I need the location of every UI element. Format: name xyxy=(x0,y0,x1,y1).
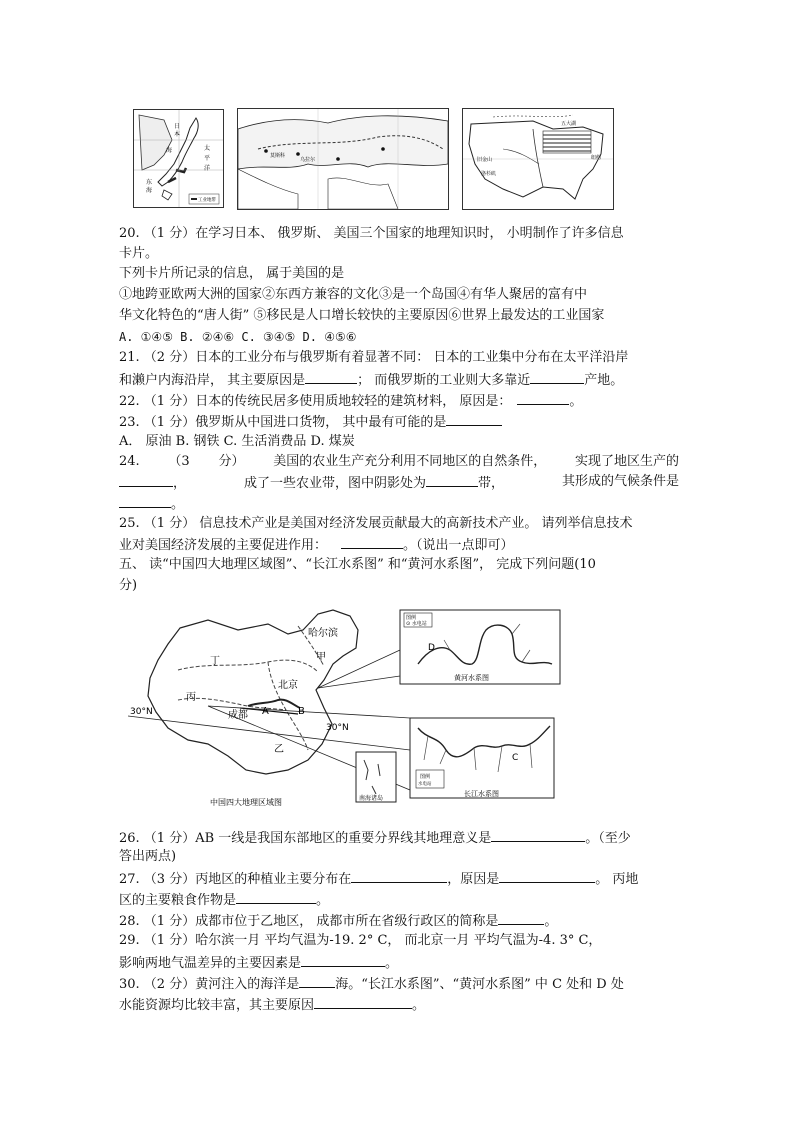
caption-yangtze: 长江水系图 xyxy=(464,790,499,798)
q22: 22. （1 分）日本的传统民居多使用质地较轻的建筑材料， 原因是： 。 xyxy=(119,390,679,412)
label-chengdu: 成都 xyxy=(228,710,248,721)
q25-line1: 25. （1 分） 信息技术产业是美国对经济发展贡献最大的高新技术产业。 请列举信息技术 xyxy=(119,516,633,531)
japan-map xyxy=(133,109,224,208)
yellow-legend-1: 图例 xyxy=(406,615,417,621)
q30-line2: 水能资源均比较丰富，其主要原因 。 xyxy=(119,994,679,1016)
q25-line2: 业对美国经济发展的主要促进作用： 。（说出一点即可） xyxy=(119,534,679,556)
q23-options: A． 原油 B. 钢铁 C. 生活消费品 D. 煤炭 xyxy=(119,434,355,449)
japan-label-ben: 本 xyxy=(174,131,181,138)
q27-line1: 27. （3 分）丙地区的种植业主要分布在 ，原因是 。 丙地 xyxy=(119,868,679,890)
q27-blank-2[interactable] xyxy=(499,868,595,883)
q30-blank-1[interactable] xyxy=(299,973,335,988)
japan-label-tai: 太 xyxy=(204,145,211,152)
q20-line2: 卡片。 xyxy=(119,246,159,261)
label-a: A xyxy=(262,706,269,717)
q20-line1: 20. （1 分）在学习日本、 俄罗斯、 美国三个国家的地理知识时， 小明制作了许多信息 xyxy=(119,226,624,241)
usa-label-la: 洛杉矶 xyxy=(481,171,497,177)
japan-legend: 工业地带 xyxy=(198,198,216,203)
q30-line1: 30. （2 分）黄河注入的海洋是 海。“长江水系图”、“黄河水系图” 中 C 处和 D 处 xyxy=(119,973,679,995)
q24-line1: 24. （3 分） 美国的农业生产充分利用不同地区的自然条件， 实现了地区生产的 xyxy=(119,454,679,469)
china-maps-figure xyxy=(128,600,568,810)
usa-label-ny: 纽约 xyxy=(591,155,602,161)
q22-blank[interactable] xyxy=(517,390,569,405)
q24-line3: 。 xyxy=(119,493,679,515)
q24-blank-1[interactable] xyxy=(119,472,173,487)
label-30n-left: 30°N xyxy=(130,707,153,717)
label-jia: 甲 xyxy=(316,652,326,663)
q24-blank-2[interactable] xyxy=(426,472,478,487)
section5-line2: 分) xyxy=(119,578,138,593)
section5-line1: 五、 读“中国四大地理区域图”、“长江水系图” 和“黄河水系图”， 完成下列问题(10 xyxy=(119,557,596,572)
usa-label-sf: 旧金山 xyxy=(477,157,493,163)
q27-line2: 区的主要粮食作物是 。 xyxy=(119,889,679,911)
q23: 23. （1 分）俄罗斯从中国进口货物， 其中最有可能的是 xyxy=(119,411,679,433)
yangtze-legend-1: 图例 xyxy=(420,774,431,780)
q24-blank-3[interactable] xyxy=(119,493,171,508)
japan-label-yang: 洋 xyxy=(204,165,211,172)
q21-blank-1[interactable] xyxy=(305,369,357,384)
label-yi: 乙 xyxy=(274,744,284,755)
q24-line2: ， 成了一些农业带，图中阴影处为 带， 其形成的气候条件是 xyxy=(119,472,679,494)
japan-label-ri: 日 xyxy=(174,123,181,130)
russia-map xyxy=(237,108,449,210)
russia-label-moscow: 莫斯科 xyxy=(270,153,286,159)
q20-options: A. ①④⑤ B. ②④⑥ C. ③④⑤ D. ④⑤⑥ xyxy=(119,330,357,344)
q30-blank-2[interactable] xyxy=(314,994,412,1009)
label-d: D xyxy=(428,643,435,653)
label-30n-right: 30°N xyxy=(326,723,349,733)
q29-line2: 影响两地气温差异的主要因素是 。 xyxy=(119,952,679,974)
yellow-legend-2: ⊙ 水电站 xyxy=(406,621,427,627)
q20-line5: 华文化特色的“唐人街” ⑤移民是人口增长较快的主要原因⑥世界上最发达的工业国家 xyxy=(119,308,605,323)
yangtze-legend-2: 水电站 xyxy=(418,782,432,787)
china-maps-drawing xyxy=(128,600,568,810)
q29-line1: 29. （1 分）哈尔滨一月 平均气温为-19. 2° C， 而北京一月 平均气温为-4. 3° C， xyxy=(119,933,602,948)
q25-blank[interactable] xyxy=(341,534,403,549)
q26-blank[interactable] xyxy=(491,827,585,842)
q21-line1: 21. （2 分）日本的工业分布与俄罗斯有着显著不同： 日本的工业集中分布在太平洋沿岸 xyxy=(119,350,629,365)
q29-blank[interactable] xyxy=(301,952,385,967)
japan-map-drawing xyxy=(134,110,223,207)
label-beijing: 北京 xyxy=(278,680,298,691)
japan-label-ping: 平 xyxy=(204,155,211,162)
q23-blank[interactable] xyxy=(446,411,502,426)
caption-yellow: 黄河水系图 xyxy=(454,674,489,682)
q21-blank-2[interactable] xyxy=(530,369,584,384)
japan-label-dong: 东 xyxy=(146,179,153,186)
usa-map-drawing xyxy=(463,109,613,209)
label-bing: 丙 xyxy=(186,692,196,703)
q26-line1: 26. （1 分）AB 一线是我国东部地区的重要分界线其地理意义是 。（至少 xyxy=(119,827,679,849)
japan-label-donghai: 海 xyxy=(146,187,153,194)
japan-label-hai: 海 xyxy=(166,147,173,154)
q21-line2: 和濑户内海沿岸， 其主要原因是 ； 而俄罗斯的工业则大多靠近 产地。 xyxy=(119,369,679,391)
russia-map-drawing xyxy=(238,109,448,209)
label-c: C xyxy=(512,753,519,763)
q20-line3: 下列卡片所记录的信息， 属于美国的是 xyxy=(119,266,345,281)
q27-blank-1[interactable] xyxy=(351,868,447,883)
q26-line2: 答出两点) xyxy=(119,849,177,864)
q28-blank[interactable] xyxy=(498,910,544,925)
q28: 28. （1 分）成都市位于乙地区， 成都市所在省级行政区的简称是 。 xyxy=(119,910,679,932)
label-ding: 丁 xyxy=(210,656,220,667)
label-harbin: 哈尔滨 xyxy=(308,628,338,639)
caption-main: 中国四大地理区域图 xyxy=(210,798,282,807)
q20-line4: ①地跨亚欧两大洲的国家②东西方兼容的文化③是一个岛国④有华人聚居的富有中 xyxy=(119,287,588,302)
inset-label: 南海诸岛 xyxy=(359,795,384,802)
russia-label-ural: 乌拉尔 xyxy=(300,157,316,163)
usa-label-lakes: 五大湖 xyxy=(561,121,577,127)
usa-map xyxy=(462,108,614,210)
q27-blank-3[interactable] xyxy=(236,889,316,904)
label-b: B xyxy=(298,706,305,717)
